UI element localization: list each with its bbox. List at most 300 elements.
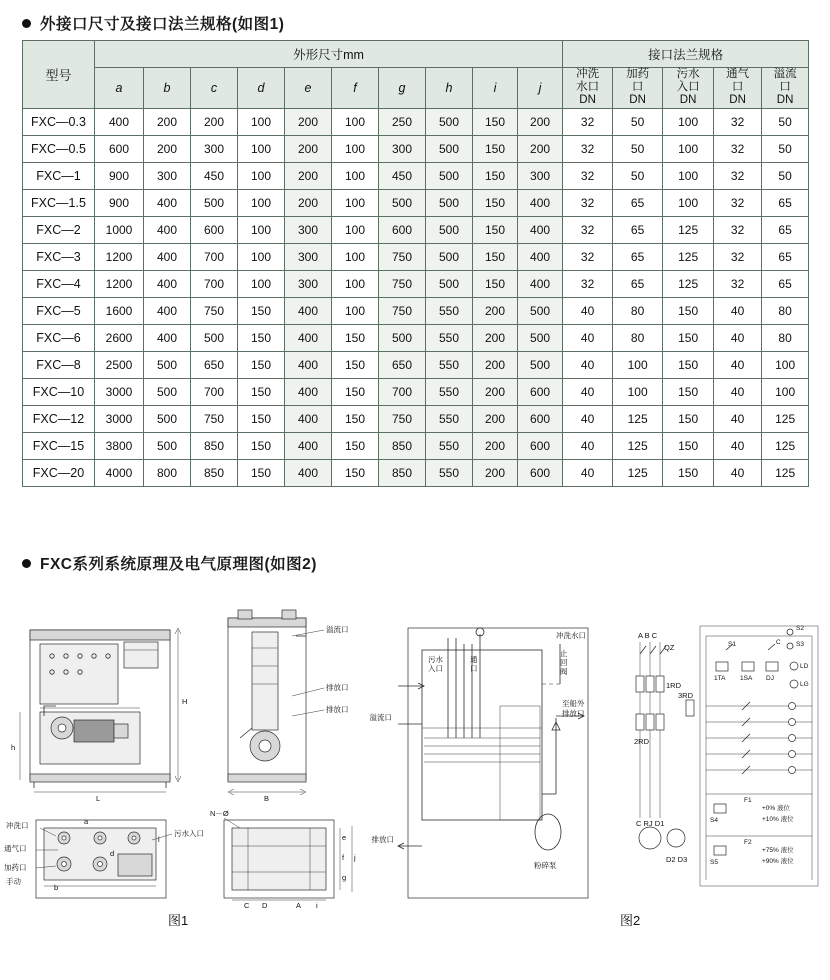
fig1-letter-d: d	[110, 849, 115, 858]
cell-flange-0: 40	[563, 378, 613, 405]
fig2-label-f1: F1	[744, 797, 752, 804]
cell-dim-d: 100	[238, 216, 285, 243]
cell-flange-4: 50	[762, 108, 809, 135]
cell-flange-1: 100	[613, 351, 663, 378]
cell-dim-i: 150	[473, 270, 518, 297]
bullet-icon	[22, 19, 31, 28]
cell-dim-i: 200	[473, 324, 518, 351]
cell-model: FXC—15	[23, 432, 95, 459]
cell-dim-c: 750	[191, 405, 238, 432]
cell-flange-4: 125	[762, 405, 809, 432]
header-flange-dosing	[613, 68, 663, 109]
header-flange-sewage	[663, 68, 714, 109]
fig2-label-s5: S5	[710, 859, 718, 866]
header-flange-group: 接口法兰规格	[563, 41, 809, 68]
cell-flange-3: 40	[714, 459, 762, 486]
cell-dim-f: 150	[332, 432, 379, 459]
fig1-label-dosing: 加药口	[4, 863, 27, 872]
cell-dim-j: 500	[518, 351, 563, 378]
cell-dim-h: 500	[426, 162, 473, 189]
header-dim-j: j	[518, 68, 563, 109]
fig1-label-flush: 冲洗口	[6, 821, 29, 830]
cell-dim-b: 400	[144, 297, 191, 324]
cell-flange-2: 150	[663, 297, 714, 324]
header-flange-vent-l3: DN	[729, 94, 746, 107]
cell-flange-1: 65	[613, 189, 663, 216]
table-row	[23, 378, 809, 405]
cell-flange-4: 65	[762, 243, 809, 270]
cell-dim-i: 200	[473, 432, 518, 459]
cell-dim-j: 400	[518, 189, 563, 216]
cell-dim-f: 100	[332, 108, 379, 135]
cell-dim-f: 100	[332, 243, 379, 270]
cell-model: FXC—0.5	[23, 135, 95, 162]
cell-flange-2: 100	[663, 189, 714, 216]
cell-flange-0: 32	[563, 108, 613, 135]
cell-dim-d: 100	[238, 162, 285, 189]
cell-flange-3: 32	[714, 243, 762, 270]
cell-dim-e: 300	[285, 243, 332, 270]
cell-dim-c: 700	[191, 243, 238, 270]
section-heading-dimensions	[22, 12, 284, 34]
cell-dim-g: 850	[379, 459, 426, 486]
cell-flange-3: 40	[714, 378, 762, 405]
cell-flange-1: 125	[613, 459, 663, 486]
cell-dim-h: 550	[426, 432, 473, 459]
fig2-label-flush: 冲洗水口	[556, 631, 586, 640]
cell-dim-e: 200	[285, 162, 332, 189]
cell-model: FXC—8	[23, 351, 95, 378]
cell-dim-h: 500	[426, 189, 473, 216]
fig1-base-plate	[210, 809, 356, 910]
cell-flange-2: 150	[663, 432, 714, 459]
section-heading-2-text: FXC系列系统原理及电气原理图(如图2)	[40, 556, 317, 573]
cell-flange-1: 80	[613, 324, 663, 351]
fig1-label-overflow: 溢流口	[326, 625, 349, 634]
cell-dim-c: 650	[191, 351, 238, 378]
fig1-letter-g: g	[342, 873, 347, 882]
cell-flange-0: 40	[563, 405, 613, 432]
cell-dim-j: 600	[518, 459, 563, 486]
fig2-label-vent-1: 通	[470, 655, 478, 664]
cell-flange-1: 65	[613, 243, 663, 270]
fig1-letter-l: l	[158, 835, 160, 844]
table-row	[23, 405, 809, 432]
cell-dim-b: 400	[144, 270, 191, 297]
cell-flange-1: 100	[613, 378, 663, 405]
cell-dim-f: 100	[332, 162, 379, 189]
cell-flange-4: 100	[762, 351, 809, 378]
fig1-label-L: L	[96, 794, 101, 803]
cell-dim-h: 550	[426, 324, 473, 351]
cell-flange-3: 32	[714, 189, 762, 216]
cell-dim-j: 200	[518, 108, 563, 135]
cell-flange-2: 100	[663, 108, 714, 135]
cell-dim-g: 650	[379, 351, 426, 378]
cell-dim-h: 500	[426, 270, 473, 297]
cell-dim-e: 200	[285, 108, 332, 135]
fig1-side-elevation	[228, 610, 349, 803]
cell-flange-1: 65	[613, 270, 663, 297]
cell-flange-4: 80	[762, 297, 809, 324]
fig1-label-discharge: 排放口	[326, 683, 349, 692]
cell-dim-a: 900	[95, 162, 144, 189]
header-flange-vent-l1: 通气	[726, 68, 750, 80]
header-dim-a: a	[95, 68, 144, 109]
cell-dim-e: 400	[285, 459, 332, 486]
header-flange-dosing-l2: 口	[631, 81, 644, 94]
cell-dim-c: 600	[191, 216, 238, 243]
fig1-label-vent: 通气口	[4, 844, 27, 853]
cell-dim-e: 300	[285, 216, 332, 243]
cell-dim-d: 150	[238, 324, 285, 351]
fig2-label-d2-d3: D2 D3	[666, 855, 688, 864]
fig1-letter-d2: D	[262, 901, 268, 910]
cell-dim-f: 150	[332, 324, 379, 351]
cell-flange-4: 100	[762, 378, 809, 405]
cell-model: FXC—0.3	[23, 108, 95, 135]
bullet-icon-2	[22, 559, 31, 568]
cell-flange-4: 50	[762, 135, 809, 162]
header-flange-vent-l2: 口	[731, 81, 744, 94]
cell-model: FXC—6	[23, 324, 95, 351]
cell-dim-i: 200	[473, 378, 518, 405]
fig2-label-s3: S3	[796, 641, 804, 648]
cell-flange-2: 100	[663, 135, 714, 162]
cell-dim-g: 750	[379, 243, 426, 270]
cell-dim-a: 1000	[95, 216, 144, 243]
cell-dim-h: 500	[426, 243, 473, 270]
cell-dim-b: 400	[144, 243, 191, 270]
fig2-label-terminals: A B C	[638, 631, 658, 640]
cell-flange-2: 150	[663, 324, 714, 351]
cell-dim-i: 200	[473, 297, 518, 324]
cell-dim-f: 100	[332, 189, 379, 216]
fig2-label-check-2: 回	[560, 658, 568, 667]
cell-dim-e: 200	[285, 135, 332, 162]
cell-dim-e: 400	[285, 432, 332, 459]
cell-model: FXC—3	[23, 243, 95, 270]
cell-flange-1: 125	[613, 432, 663, 459]
header-flange-flush-l1: 冲洗	[576, 68, 600, 80]
cell-dim-a: 900	[95, 189, 144, 216]
fig2-label-sewage-2: 入口	[428, 664, 443, 673]
fig2-label-tol10: +10% 液位	[762, 816, 794, 823]
header-dim-h: h	[426, 68, 473, 109]
cell-dim-i: 150	[473, 243, 518, 270]
cell-flange-0: 32	[563, 270, 613, 297]
spec-table-body	[23, 108, 809, 486]
cell-dim-i: 150	[473, 216, 518, 243]
cell-dim-b: 400	[144, 324, 191, 351]
header-flange-flush-l2: 水口	[576, 81, 600, 94]
cell-dim-d: 150	[238, 405, 285, 432]
cell-dim-j: 400	[518, 216, 563, 243]
fig2-label-c: C	[776, 639, 781, 646]
cell-flange-0: 40	[563, 297, 613, 324]
cell-dim-g: 750	[379, 270, 426, 297]
cell-model: FXC—20	[23, 459, 95, 486]
cell-flange-1: 80	[613, 297, 663, 324]
header-dim-e: e	[285, 68, 332, 109]
fig1-label-B: B	[264, 794, 270, 803]
cell-dim-f: 100	[332, 297, 379, 324]
figure-1-caption: 图1	[168, 913, 189, 928]
cell-dim-f: 150	[332, 351, 379, 378]
fig2-label-sewage-1: 污水	[428, 655, 443, 664]
spec-table-group-row	[23, 41, 809, 68]
cell-dim-a: 1600	[95, 297, 144, 324]
cell-dim-c: 500	[191, 189, 238, 216]
cell-dim-a: 1200	[95, 270, 144, 297]
cell-dim-b: 200	[144, 135, 191, 162]
cell-dim-j: 500	[518, 297, 563, 324]
cell-dim-g: 300	[379, 135, 426, 162]
fig2-label-discharge-1: 至船外	[562, 699, 585, 708]
cell-dim-h: 550	[426, 405, 473, 432]
cell-flange-3: 40	[714, 297, 762, 324]
cell-flange-3: 40	[714, 351, 762, 378]
cell-dim-g: 600	[379, 216, 426, 243]
cell-dim-j: 500	[518, 324, 563, 351]
cell-dim-d: 150	[238, 459, 285, 486]
cell-dim-g: 500	[379, 189, 426, 216]
cell-flange-2: 150	[663, 405, 714, 432]
cell-dim-g: 250	[379, 108, 426, 135]
fig1-plan-view	[4, 817, 204, 898]
cell-flange-4: 65	[762, 216, 809, 243]
cell-dim-d: 150	[238, 297, 285, 324]
cell-dim-g: 850	[379, 432, 426, 459]
technical-drawings-svg	[0, 588, 830, 958]
table-row	[23, 243, 809, 270]
header-flange-overflow-l2: 口	[779, 81, 791, 94]
cell-dim-c: 500	[191, 324, 238, 351]
cell-flange-2: 150	[663, 459, 714, 486]
cell-dim-a: 1200	[95, 243, 144, 270]
fig2-label-1ta: 1TA	[714, 675, 726, 682]
cell-dim-i: 150	[473, 108, 518, 135]
cell-dim-d: 100	[238, 243, 285, 270]
header-flange-overflow	[762, 68, 809, 109]
fig1-letter-a: a	[84, 817, 89, 826]
cell-dim-e: 200	[285, 189, 332, 216]
cell-dim-a: 2500	[95, 351, 144, 378]
header-flange-overflow-l1: 溢流	[773, 68, 797, 80]
cell-dim-f: 150	[332, 459, 379, 486]
header-flange-vent	[714, 68, 762, 109]
fig1-label-H: H	[182, 697, 188, 706]
fig1-label-n-phi: N－Ø	[210, 809, 229, 818]
table-row	[23, 162, 809, 189]
fig2-label-3rd: 3RD	[678, 691, 694, 700]
cell-dim-c: 850	[191, 459, 238, 486]
cell-dim-g: 450	[379, 162, 426, 189]
fig2-system-schematic	[370, 628, 589, 898]
header-flange-dosing-l1: 加药	[626, 68, 650, 80]
fig2-label-drain: 排放口	[371, 835, 394, 844]
cell-flange-2: 100	[663, 162, 714, 189]
cell-dim-a: 3800	[95, 432, 144, 459]
fig2-label-dj: DJ	[766, 675, 774, 682]
fig2-label-1rd: 1RD	[666, 681, 682, 690]
fig2-label-1sa: 1SA	[740, 675, 753, 682]
cell-dim-f: 150	[332, 405, 379, 432]
header-dim-c: c	[191, 68, 238, 109]
cell-dim-h: 500	[426, 216, 473, 243]
fig2-label-tol90: +90% 液位	[762, 858, 794, 865]
header-flange-flush	[563, 68, 613, 109]
cell-dim-a: 3000	[95, 405, 144, 432]
cell-dim-j: 200	[518, 135, 563, 162]
spec-table-container	[22, 40, 808, 487]
cell-dim-d: 150	[238, 351, 285, 378]
figures-container	[0, 588, 830, 958]
table-row	[23, 459, 809, 486]
fig1-letter-j: j	[354, 853, 356, 862]
cell-flange-3: 32	[714, 270, 762, 297]
cell-dim-f: 100	[332, 270, 379, 297]
fig2-label-tol75: +75% 液位	[762, 847, 794, 854]
table-row	[23, 432, 809, 459]
cell-flange-0: 40	[563, 351, 613, 378]
cell-dim-c: 200	[191, 108, 238, 135]
cell-flange-4: 80	[762, 324, 809, 351]
fig2-label-crusher: 粉碎泵	[534, 861, 557, 870]
cell-dim-c: 700	[191, 270, 238, 297]
table-row	[23, 108, 809, 135]
cell-flange-0: 32	[563, 243, 613, 270]
cell-dim-f: 100	[332, 216, 379, 243]
cell-flange-4: 65	[762, 270, 809, 297]
cell-flange-3: 40	[714, 324, 762, 351]
cell-dim-i: 150	[473, 189, 518, 216]
cell-dim-c: 850	[191, 432, 238, 459]
cell-dim-e: 400	[285, 351, 332, 378]
cell-dim-g: 700	[379, 378, 426, 405]
fig1-letter-i: i	[316, 901, 318, 910]
cell-dim-c: 750	[191, 297, 238, 324]
fig1-letter-a2: A	[296, 901, 302, 910]
fig1-label-drain: 排放口	[326, 705, 349, 714]
cell-flange-1: 125	[613, 405, 663, 432]
cell-flange-4: 125	[762, 459, 809, 486]
cell-dim-e: 400	[285, 405, 332, 432]
cell-model: FXC—1	[23, 162, 95, 189]
cell-dim-c: 300	[191, 135, 238, 162]
cell-dim-d: 100	[238, 108, 285, 135]
cell-dim-c: 450	[191, 162, 238, 189]
fig2-label-lg: LG	[800, 681, 809, 688]
cell-flange-3: 32	[714, 108, 762, 135]
fig2-label-s4: S4	[710, 817, 718, 824]
fig2-label-vent-2: 口	[470, 664, 478, 673]
fig2-label-overflow: 溢流口	[369, 713, 392, 722]
fig2-label-c-rj-d1: C RJ D1	[636, 819, 665, 828]
fig2-label-qz: QZ	[664, 643, 675, 652]
cell-dim-e: 400	[285, 324, 332, 351]
cell-dim-i: 150	[473, 135, 518, 162]
cell-dim-h: 550	[426, 459, 473, 486]
fig2-label-2rd: 2RD	[634, 737, 650, 746]
header-flange-flush-l3: DN	[579, 94, 596, 107]
cell-dim-a: 2600	[95, 324, 144, 351]
cell-flange-3: 40	[714, 405, 762, 432]
header-flange-sewage-l1: 污水	[676, 68, 700, 80]
fig2-label-s2: S2	[796, 625, 804, 632]
cell-dim-i: 200	[473, 351, 518, 378]
header-flange-sewage-l3: DN	[679, 94, 697, 107]
fig2-label-ld: LD	[800, 663, 809, 670]
fig2-label-s1: S1	[728, 641, 736, 648]
cell-flange-1: 65	[613, 216, 663, 243]
section-heading-schematics	[22, 552, 317, 574]
cell-flange-0: 40	[563, 324, 613, 351]
cell-flange-4: 65	[762, 189, 809, 216]
header-flange-dosing-l3: DN	[629, 94, 646, 107]
cell-dim-b: 500	[144, 405, 191, 432]
cell-dim-h: 550	[426, 378, 473, 405]
cell-flange-0: 40	[563, 459, 613, 486]
cell-dim-a: 3000	[95, 378, 144, 405]
cell-flange-0: 32	[563, 162, 613, 189]
cell-flange-0: 32	[563, 135, 613, 162]
cell-dim-c: 700	[191, 378, 238, 405]
table-row	[23, 189, 809, 216]
cell-dim-e: 400	[285, 378, 332, 405]
cell-dim-b: 500	[144, 378, 191, 405]
fig1-label-h: h	[11, 743, 16, 752]
cell-dim-b: 300	[144, 162, 191, 189]
cell-flange-3: 32	[714, 135, 762, 162]
table-row	[23, 135, 809, 162]
cell-flange-2: 150	[663, 351, 714, 378]
cell-dim-i: 200	[473, 405, 518, 432]
cell-dim-h: 550	[426, 351, 473, 378]
fig1-letter-c: C	[244, 901, 250, 910]
cell-dim-a: 4000	[95, 459, 144, 486]
fig1-label-sewage-inlet: 污水入口	[174, 829, 204, 838]
table-row	[23, 216, 809, 243]
fig2-label-discharge-2: 排放口	[562, 709, 585, 718]
table-row	[23, 297, 809, 324]
cell-model: FXC—2	[23, 216, 95, 243]
fig1-letter-f: f	[342, 853, 345, 862]
cell-dim-d: 150	[238, 432, 285, 459]
fig2-label-check-3: 阀	[560, 667, 568, 676]
cell-dim-j: 600	[518, 432, 563, 459]
cell-dim-j: 400	[518, 270, 563, 297]
header-dim-g: g	[379, 68, 426, 109]
cell-dim-g: 500	[379, 324, 426, 351]
cell-model: FXC—1.5	[23, 189, 95, 216]
header-flange-overflow-l3: DN	[776, 94, 794, 107]
cell-flange-1: 50	[613, 162, 663, 189]
fig1-letter-e: e	[342, 833, 347, 842]
cell-model: FXC—5	[23, 297, 95, 324]
cell-dim-h: 500	[426, 108, 473, 135]
cell-dim-g: 750	[379, 297, 426, 324]
fig2-label-f2: F2	[744, 839, 752, 846]
cell-flange-4: 125	[762, 432, 809, 459]
cell-dim-e: 300	[285, 270, 332, 297]
cell-dim-a: 400	[95, 108, 144, 135]
cell-flange-2: 125	[663, 216, 714, 243]
cell-dim-b: 500	[144, 351, 191, 378]
cell-dim-f: 100	[332, 135, 379, 162]
cell-model: FXC—12	[23, 405, 95, 432]
fig2-label-check-1: 止	[560, 649, 568, 658]
